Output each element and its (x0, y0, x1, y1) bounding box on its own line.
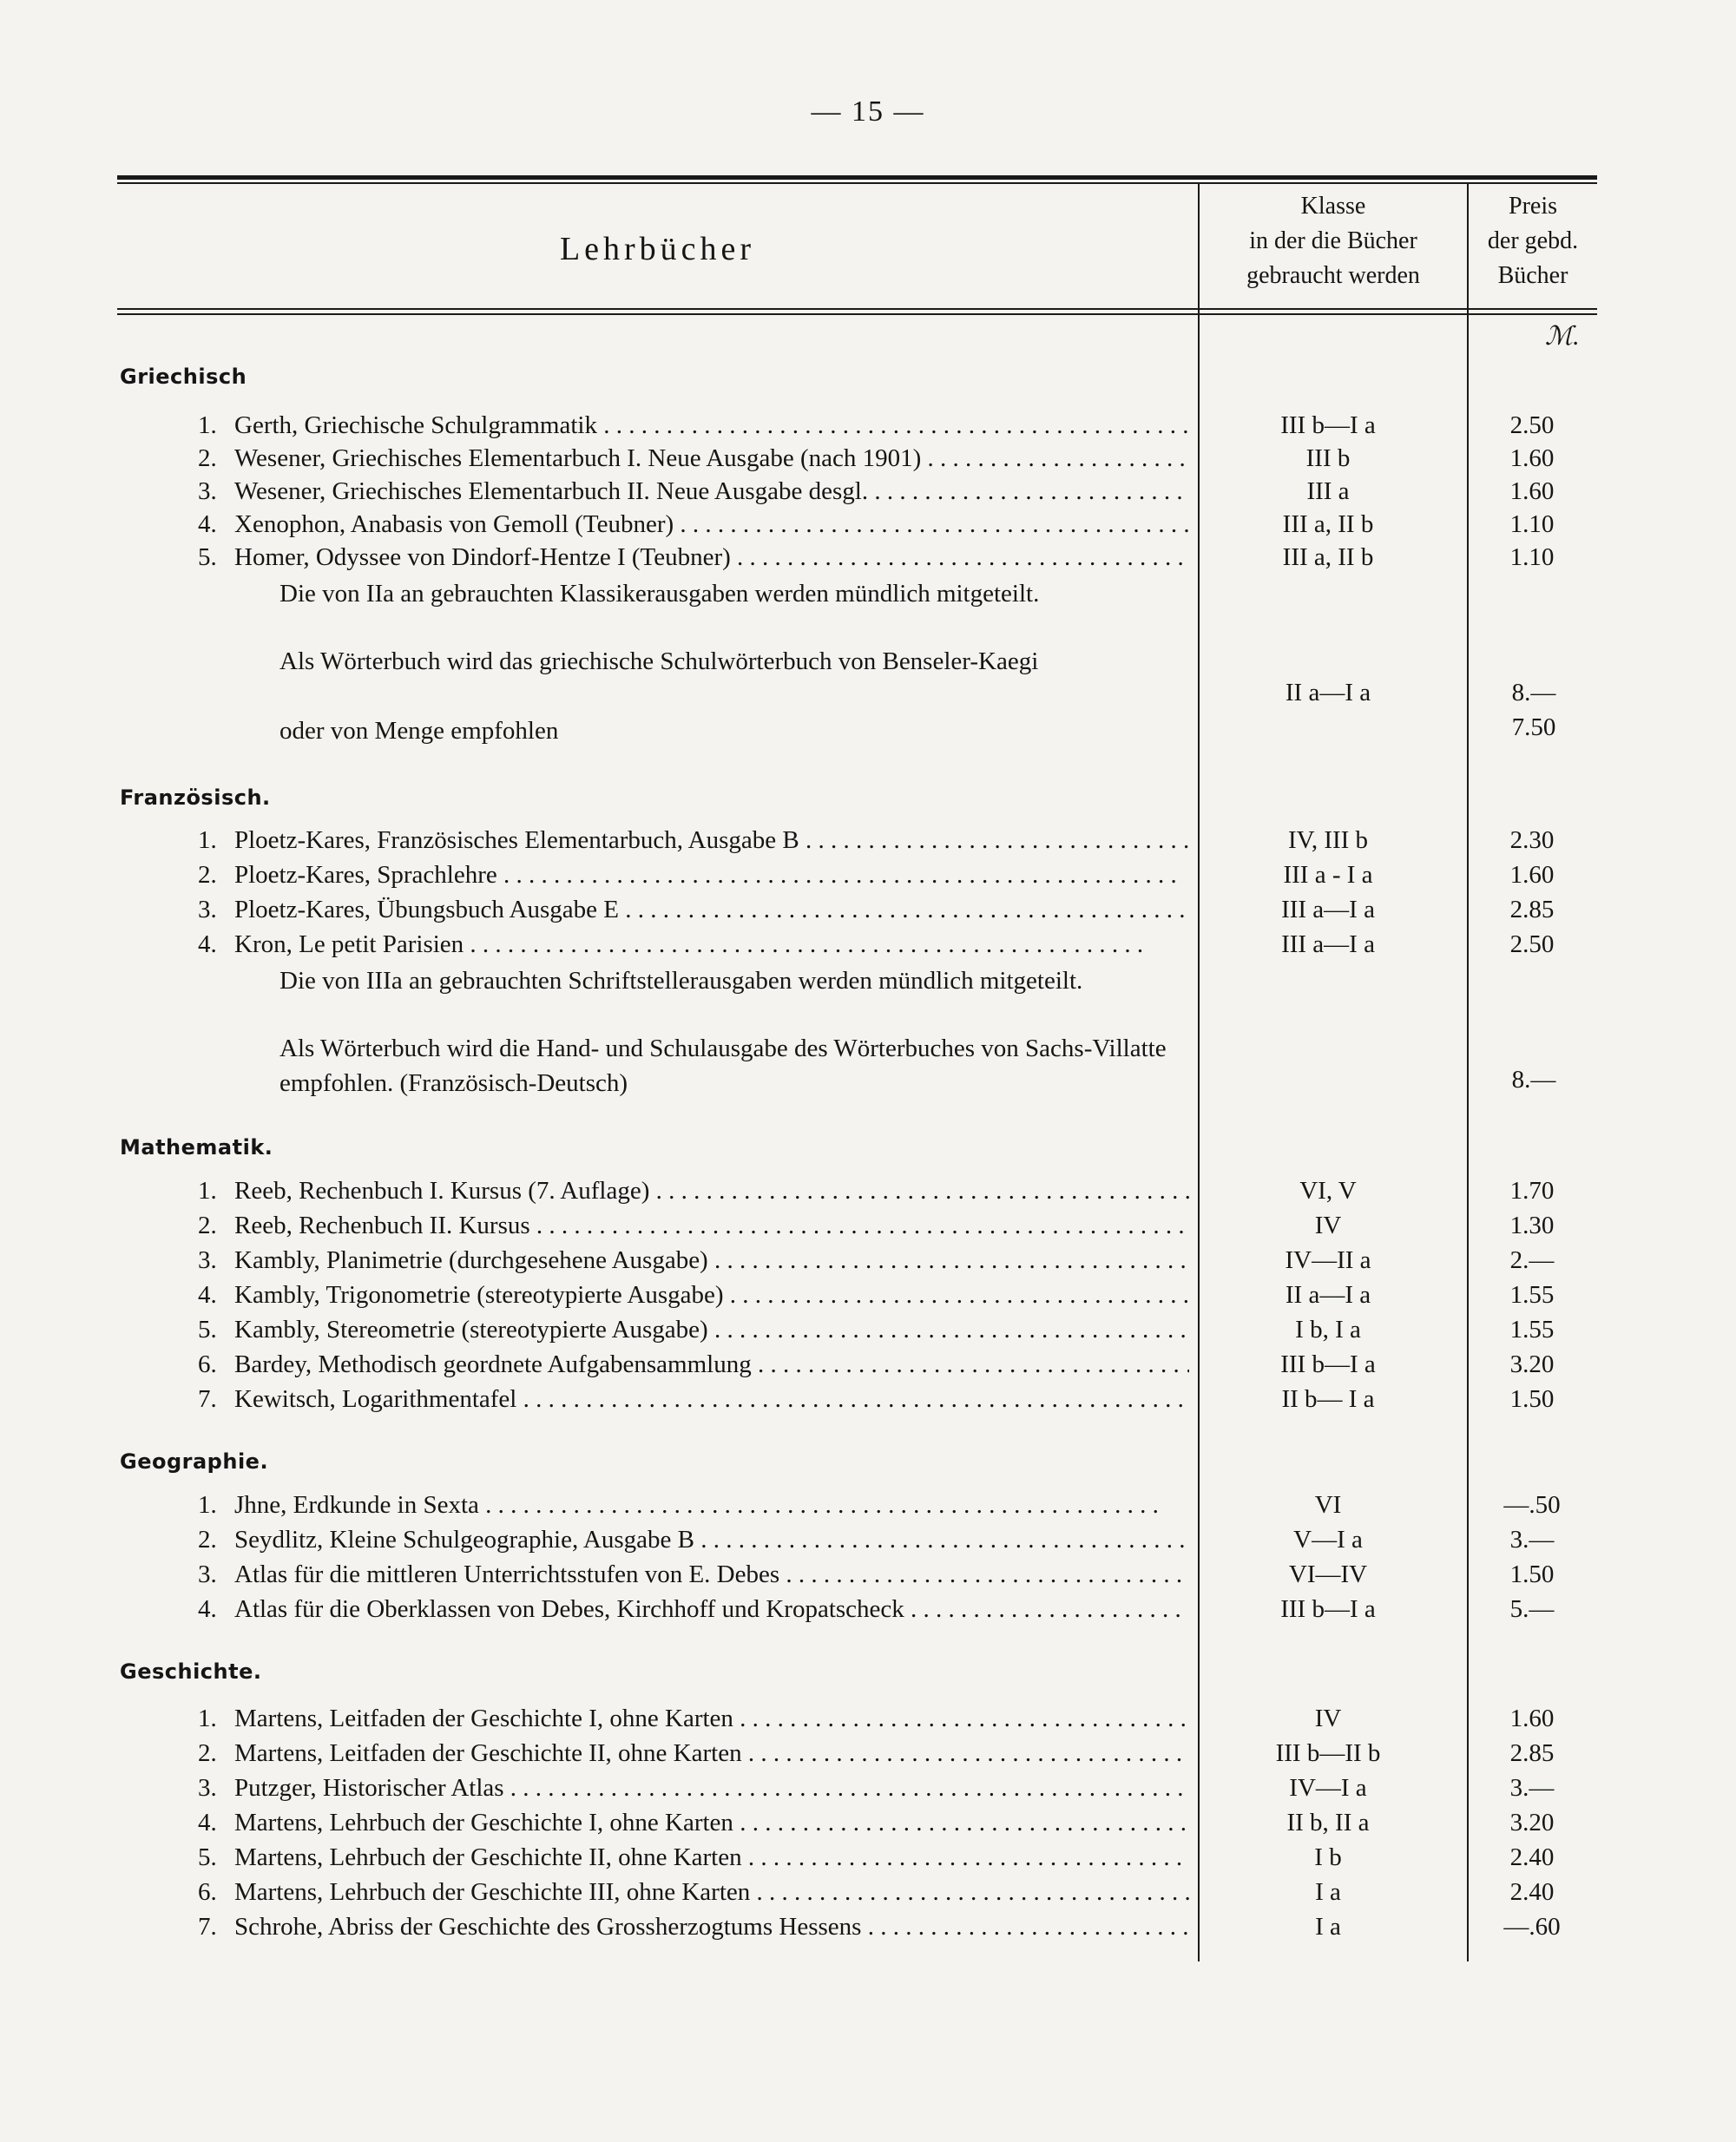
list-item: 3. Ploetz-Kares, Übungsbuch Ausgabe E . . . III a—I a 2.85 (198, 892, 1597, 927)
list-item: 2. Ploetz-Kares, Sprachlehre . . . III a - I a 1.60 (198, 857, 1597, 892)
list-item: 4. Xenophon, Anabasis von Gemoll (Teubner) . . . III a, II b 1.10 (198, 507, 1597, 542)
currency-symbol: ℳ. (1545, 322, 1580, 351)
list-item: 2. Martens, Leitfaden der Geschichte II, ohne Karten . . . III b—II b 2.85 (198, 1736, 1597, 1771)
note-text: Als Wörterbuch wird die Hand- und Schulausgabe des Wörterbuches von Sachs-Villatte empfohlen. (Französisch-Deutsch) (279, 1035, 1167, 1097)
list-item: 2. Seydlitz, Kleine Schulgeographie, Ausgabe B . . . V—I a 3.— (198, 1522, 1597, 1557)
list-item: 3. Kambly, Planimetrie (durchgesehene Ausgabe) . . . IV—II a 2.— (198, 1243, 1597, 1278)
list-item: 5. Homer, Odyssee von Dindorf-Hentze I (Teubner) . . . III a, II b 1.10 (198, 540, 1597, 575)
header-rule-thin (117, 313, 1597, 315)
list-item: 1. Jhne, Erdkunde in Sexta . . . VI —.50 (198, 1488, 1597, 1522)
list-item: 3. Wesener, Griechisches Elementarbuch II. Neue Ausgabe desgl. . . . III a 1.60 (198, 474, 1597, 509)
section-title-geschichte: Geschichte. (120, 1659, 262, 1684)
note-preis: 8.— (1511, 1066, 1556, 1094)
list-item: 7. Kewitsch, Logarithmentafel . . . II b— I a 1.50 (198, 1382, 1597, 1416)
list-item: 3. Putzger, Historischer Atlas . . . IV—I a 3.— (198, 1771, 1597, 1805)
top-rule-thin (117, 182, 1597, 184)
list-item: 1. Martens, Leitfaden der Geschichte I, ohne Karten . . . IV 1.60 (198, 1701, 1597, 1736)
list-item: 1. Ploetz-Kares, Französisches Elementarbuch, Ausgabe B . . . IV, III b 2.30 (198, 823, 1597, 857)
header-rule (117, 308, 1597, 310)
note-text: Die von IIa an gebrauchten Klassikerausgaben werden mündlich mitgeteilt. (279, 580, 1040, 608)
note-text: Als Wörterbuch wird das griechische Schulwörterbuch von Benseler-Kaegi (279, 647, 1039, 675)
note-text: oder von Menge empfohlen (279, 717, 559, 745)
list-item: 1. Gerth, Griechische Schulgrammatik . . . III b—I a 2.50 (198, 408, 1597, 443)
section-title-geographie: Geographie. (120, 1449, 269, 1474)
note-preis: 7.50 (1511, 713, 1556, 741)
list-item: 2. Reeb, Rechenbuch II. Kursus . . . IV 1.30 (198, 1208, 1597, 1243)
list-item: 2. Wesener, Griechisches Elementarbuch I. Neue Ausgabe (nach 1901) . . . III b 1.60 (198, 441, 1597, 476)
header-title: Lehrbücher (559, 231, 756, 267)
list-item: 4. Atlas für die Oberklassen von Debes, Kirchhoff und Kropatscheck . . . III b—I a 5.— (198, 1592, 1597, 1626)
list-item: 6. Martens, Lehrbuch der Geschichte III, ohne Karten . . . I a 2.40 (198, 1875, 1597, 1909)
page-number: — 15 — (811, 95, 925, 128)
note-text: Die von IIIa an gebrauchten Schriftstellerausgaben werden mündlich mitgeteilt. (279, 967, 1083, 995)
list-item: 5. Kambly, Stereometrie (stereotypierte Ausgabe) . . . I b, I a 1.55 (198, 1312, 1597, 1347)
list-item: 5. Martens, Lehrbuch der Geschichte II, ohne Karten . . . I b 2.40 (198, 1840, 1597, 1875)
section-title-mathematik: Mathematik. (120, 1135, 273, 1160)
section-title-griechisch: Griechisch (120, 365, 247, 389)
list-item: 4. Martens, Lehrbuch der Geschichte I, ohne Karten . . . II b, II a 3.20 (198, 1805, 1597, 1840)
list-item: 4. Kambly, Trigonometrie (stereotypierte Ausgabe) . . . II a—I a 1.55 (198, 1278, 1597, 1312)
note-klasse: II a—I a (1285, 679, 1371, 706)
list-item: 1. Reeb, Rechenbuch I. Kursus (7. Auflage) . . . VI, V 1.70 (198, 1173, 1597, 1208)
header-preis: Preis der gebd. Bücher (1487, 193, 1579, 289)
header-klasse: Klasse in der die Bücher gebraucht werden (1246, 193, 1420, 289)
list-item: 7. Schrohe, Abriss der Geschichte des Grossherzogtums Hessens . . . I a —.60 (198, 1909, 1597, 1944)
section-title-franzoesisch: Französisch. (120, 785, 271, 810)
top-rule (117, 175, 1597, 180)
list-item: 3. Atlas für die mittleren Unterrichtsstufen von E. Debes . . . VI—IV 1.50 (198, 1557, 1597, 1592)
note-preis: 8.— (1511, 679, 1556, 706)
list-item: 6. Bardey, Methodisch geordnete Aufgabensammlung . . . III b—I a 3.20 (198, 1347, 1597, 1382)
list-item: 4. Kron, Le petit Parisien . . . III a—I a 2.50 (198, 927, 1597, 962)
